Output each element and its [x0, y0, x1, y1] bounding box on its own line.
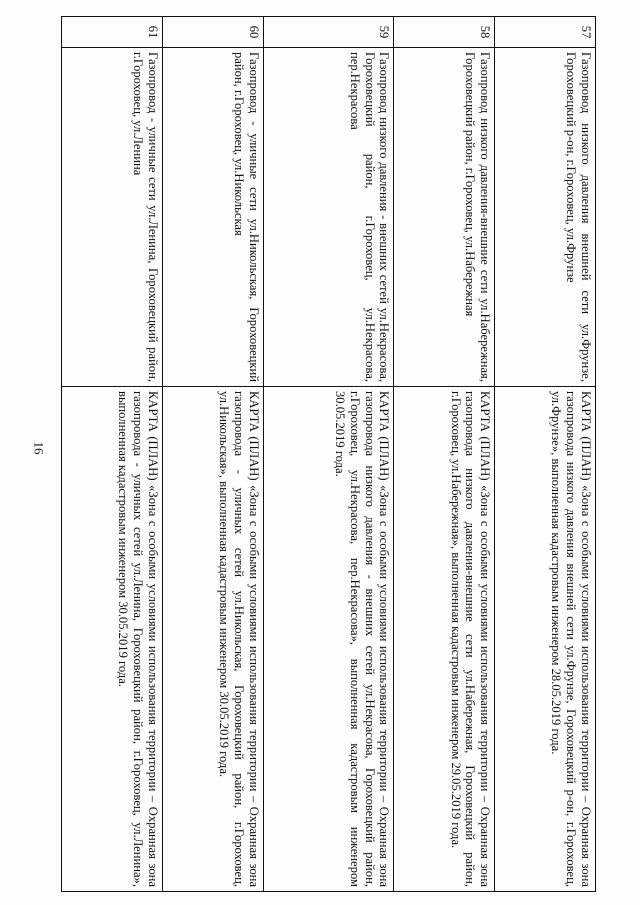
object-name-cell: Газопровод низкого давления - внешних сетей ул.Некрасова, Гороховецкий район, г.Гороховец, ул.Некрасова, пер.Некрасова: [263, 48, 394, 387]
rotated-table-wrapper: [61, 16, 596, 892]
document-cell: КАРТА (ПЛАН) «Зона с особыми условиями использования территории – Охранная зона газопровода низкого давления внешней сети ул.Фрунзе, Гороховецкий р-он, г.Гороховец, ул.Фрунзе», выполненная кадастровым инженером 28.05.2019 года.: [495, 387, 596, 892]
table-row: [495, 17, 596, 892]
object-name-cell: Газопровод низкого давления-внешние сети ул.Набережная, Гороховецкий район, г.Гороховец, ул.Набережная: [394, 48, 495, 387]
table-row: [263, 17, 394, 892]
row-number: 59: [263, 17, 394, 48]
object-name-cell: Газопровод - уличные сети ул.Никольская, Гороховецкий район, г.Гороховец, ул.Никольская: [162, 48, 263, 387]
registry-table: [61, 16, 596, 892]
object-name-cell: Газопровод - уличные сети ул.Ленина, Гороховецкий район, г.Гороховец, ул.Ленина: [62, 48, 163, 387]
document-cell: КАРТА (ПЛАН) «Зона с особыми условиями использования территории – Охранная зона газопровода низкого давления - внешних сетей ул.Некрасова, Гороховецкий район, г.Гороховец, ул.Некрасова, пер.Некрасова», выполненная кадастровым инженером 30.05.2019 года.: [263, 387, 394, 892]
document-cell: КАРТА (ПЛАН) «Зона с особыми условиями использования территории – Охранная зона газопровода - уличных сетей ул.Ленина, Гороховецкий район, г.Гороховец, ул.Ленина», выполненная кадастровым инженером 30.05.2019 года.: [62, 387, 163, 892]
document-cell: КАРТА (ПЛАН) «Зона с особыми условиями использования территории – Охранная зона газопровода - уличных сетей ул.Никольская, Гороховецкий район, г.Гороховец, ул.Никольская», выполненная кадастровым инженером 30.05.2019 года.: [162, 387, 263, 892]
row-number: 58: [394, 17, 495, 48]
page-number: 16: [31, 441, 47, 455]
table-row: [394, 17, 495, 892]
table-row: [162, 17, 263, 892]
row-number: 57: [495, 17, 596, 48]
document-cell: КАРТА (ПЛАН) «Зона с особыми условиями использования территории – Охранная зона газопровода низкого давления-внешние сети ул.Набережная, Гороховецкий район, г.Гороховец, ул.Набережная», выполненная кадастровым инженером 29.05.2019 года.: [394, 387, 495, 892]
object-name-cell: Газопровод низкого давления внешней сети ул.Фрунзе, Гороховецкий р-он, г.Гороховец, ул.Фрунзе: [495, 48, 596, 387]
table-row: [62, 17, 163, 892]
row-number: 60: [162, 17, 263, 48]
row-number: 61: [62, 17, 163, 48]
